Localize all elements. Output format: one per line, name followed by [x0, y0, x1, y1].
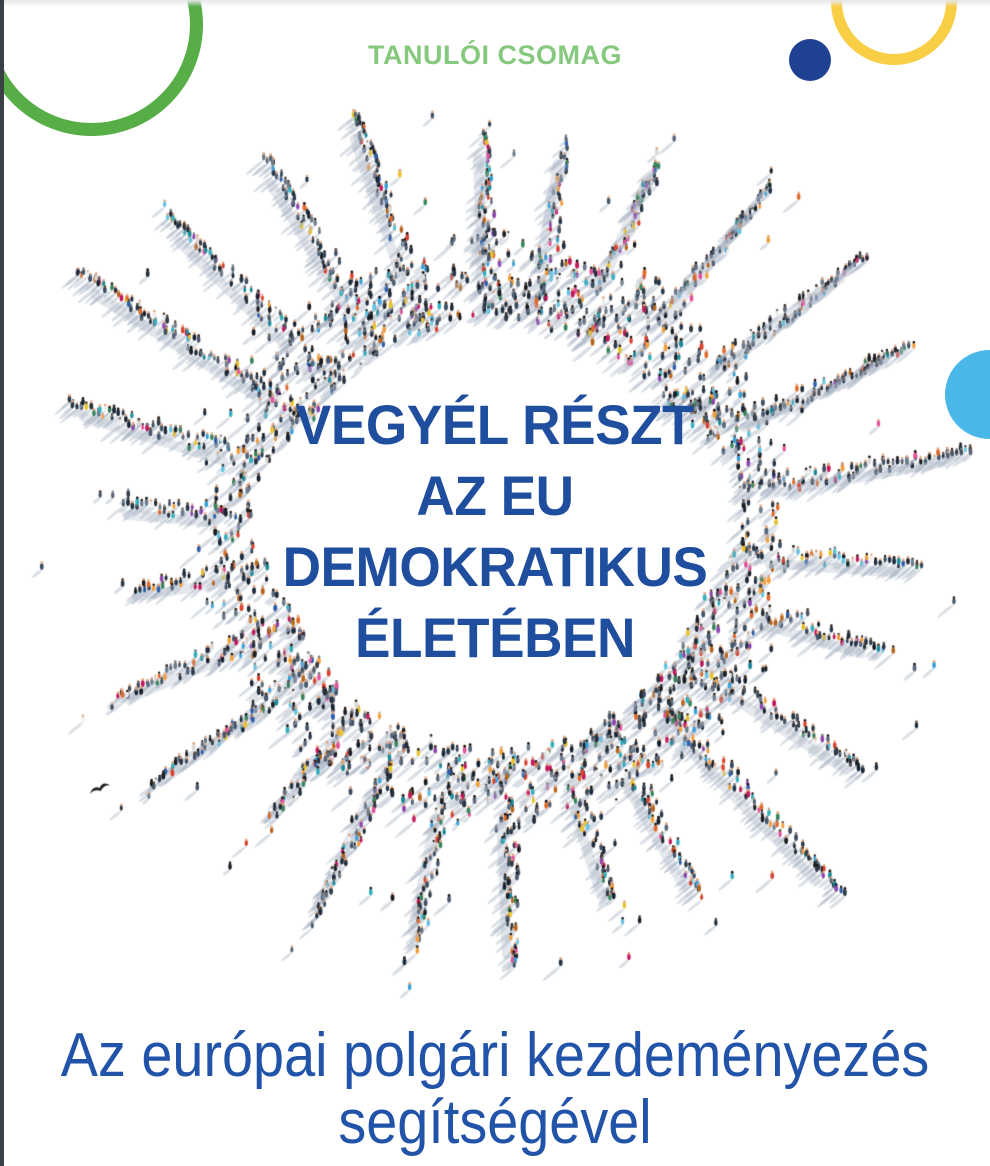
cover-title-line: DEMOKRATIKUS	[282, 535, 708, 598]
cover-caption	[50, 1022, 941, 1156]
cover-caption-line: Az európai polgári kezdeményezés	[60, 1021, 930, 1090]
cover-caption-line: segítségével	[338, 1088, 652, 1157]
cover-title-line: ÉLETÉBEN	[355, 606, 635, 669]
page-top-shadow	[0, 0, 990, 7]
header-label: TANULÓI CSOMAG	[368, 40, 622, 70]
viewer-edge-strip	[0, 0, 4, 1166]
cover-title	[25, 389, 966, 673]
cover-title-line: VEGYÉL RÉSZT	[295, 393, 695, 456]
cover-title-line: AZ EU	[416, 464, 574, 527]
